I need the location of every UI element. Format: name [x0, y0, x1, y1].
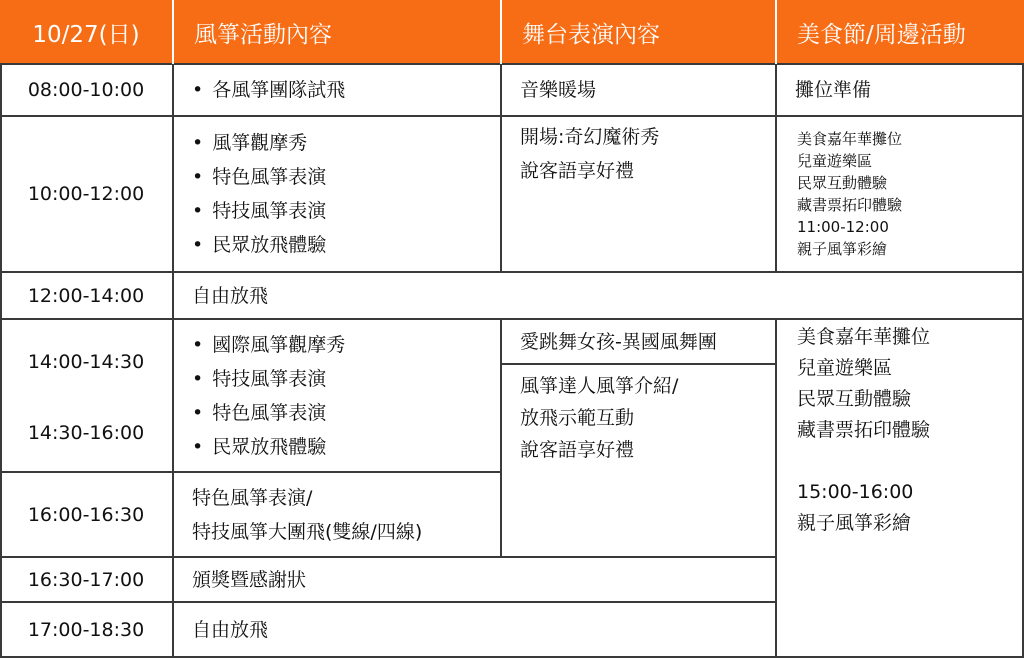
- kite-item: 特技風箏大團飛(雙線/四線): [192, 520, 423, 543]
- food-item: 藏書票拓印體驗: [797, 196, 903, 214]
- stage-item: 說客語享好禮: [520, 439, 635, 461]
- header-divider: [500, 0, 502, 64]
- header-date: 10/27(日): [0, 0, 172, 64]
- stage-item: 愛跳舞女孩-異國風舞團: [520, 330, 717, 353]
- header-stage-performances: 舞台表演內容: [500, 0, 775, 64]
- food-item: 兒童遊樂區: [797, 152, 873, 170]
- row1-time: 08:00-10:00: [27, 79, 145, 101]
- grid-line: [0, 271, 1024, 273]
- row4-stage-b: [500, 364, 775, 472]
- row2-stage: [500, 116, 775, 272]
- kite-item: • 民眾放飛體驗: [192, 228, 500, 262]
- kite-item: 特色風箏表演/: [192, 486, 313, 509]
- row7-kite: [172, 602, 775, 658]
- kite-item: • 國際風箏觀摩秀: [192, 328, 500, 362]
- grid-line: [500, 363, 775, 365]
- stage-item: 風箏達人風箏介紹/: [520, 375, 679, 397]
- row5-kite: [172, 472, 500, 557]
- row5-time: 16:00-16:30: [27, 503, 145, 526]
- row4-time-b: 14:30-16:00: [27, 422, 145, 444]
- grid-line: [0, 318, 1024, 320]
- row2-time: 10:00-12:00: [27, 183, 145, 205]
- food-item: 攤位準備: [795, 79, 872, 101]
- grid-line: [0, 63, 2, 658]
- grid-line: [500, 63, 502, 272]
- row4-stage-a: [500, 319, 775, 364]
- row3-time: 12:00-14:00: [27, 284, 145, 307]
- food-item: [797, 446, 1024, 477]
- food-item: 美食嘉年華攤位: [797, 326, 931, 348]
- food-item: 親子風箏彩繪: [797, 240, 888, 258]
- food-item: 11:00-12:00: [797, 218, 889, 236]
- row2-kite: [172, 116, 500, 272]
- kite-item: 自由放飛: [192, 284, 269, 307]
- kite-item: • 特色風箏表演: [192, 160, 500, 194]
- row2-food: [775, 116, 1024, 272]
- grid-line: [0, 63, 1024, 65]
- row1-kite: [172, 64, 500, 116]
- row1-stage: [500, 64, 775, 116]
- grid-line: [775, 63, 777, 272]
- kite-item: 頒獎暨感謝狀: [192, 568, 307, 591]
- grid-line: [0, 601, 775, 603]
- grid-line: [500, 318, 502, 557]
- kite-item: • 風箏觀摩秀: [192, 126, 500, 160]
- row4-kite: [172, 319, 500, 472]
- stage-item: 放飛示範互動: [520, 407, 635, 429]
- row3-kite: [172, 272, 1024, 319]
- grid-line: [172, 63, 174, 658]
- stage-item: 開場:奇幻魔術秀: [520, 126, 660, 148]
- header-divider: [172, 0, 174, 64]
- row1-food: [775, 64, 1024, 116]
- grid-line: [0, 115, 1024, 117]
- food-item: 藏書票拓印體驗: [797, 419, 931, 441]
- row4-food: [775, 322, 1024, 554]
- kite-item: • 特技風箏表演: [192, 194, 500, 228]
- row4-time-a: 14:00-14:30: [27, 351, 145, 373]
- row6-kite: [172, 557, 775, 602]
- grid-line: [775, 318, 777, 658]
- header-kite-activities: 風箏活動內容: [172, 0, 500, 64]
- header-food-festival: 美食節/周邊活動: [775, 0, 1024, 64]
- kite-item: • 特色風箏表演: [192, 396, 500, 430]
- food-item: 民眾互動體驗: [797, 174, 888, 192]
- kite-item: • 各風箏團隊試飛: [192, 73, 500, 107]
- food-item: 美食嘉年華攤位: [797, 130, 903, 148]
- kite-item: • 特技風箏表演: [192, 362, 500, 396]
- header-divider: [775, 0, 777, 64]
- food-item: 15:00-16:00: [797, 481, 914, 503]
- stage-item: 音樂暖場: [520, 79, 597, 101]
- food-item: 兒童遊樂區: [797, 357, 893, 379]
- row6-time: 16:30-17:00: [27, 568, 145, 591]
- kite-item: 自由放飛: [192, 619, 269, 641]
- stage-item: 說客語享好禮: [520, 160, 635, 182]
- food-item: 親子風箏彩繪: [797, 512, 912, 534]
- kite-item: • 民眾放飛體驗: [192, 430, 500, 464]
- grid-line: [0, 556, 775, 558]
- grid-line: [0, 471, 500, 473]
- food-item: 民眾互動體驗: [797, 388, 912, 410]
- row7-time: 17:00-18:30: [27, 619, 145, 641]
